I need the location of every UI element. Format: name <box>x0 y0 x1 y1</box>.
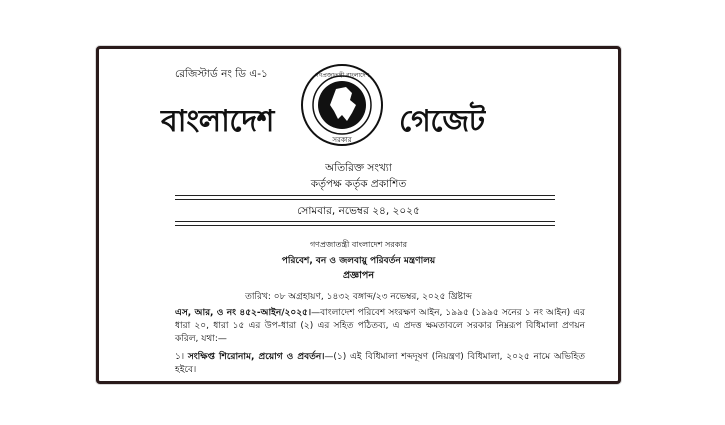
government-name: গণপ্রজাতন্ত্রী বাংলাদেশ সরকার <box>309 240 408 249</box>
rule-text: —(১) এই বিধিমালা শব্দদূষণ (নিয়ন্ত্রণ) বিধিমালা, ২০২৫ নামে অভিহিত হইবে। <box>175 352 585 375</box>
divider-rule <box>175 199 555 200</box>
divider-rule <box>175 221 555 222</box>
sro-label: এস, আর, ও নং ৪৫২-আইন/২০২৫। <box>175 308 312 318</box>
sro-text: —বাংলাদেশ পরিবেশ সংরক্ষণ আইন, ১৯৯৫ (১৯৯৫ সনের ১ নং আইন) এর ধারা ২০, ধারা ১৫ এর উপ-ধারা (২) এর সহিত পঠিতব্য, এ প্রদত্ত ক্ষমতাবলে সরকার নিম্নরূপ বিধিমালা প্রণয়ন করিল, যথা:— <box>175 308 586 344</box>
published-by-label: কর্তৃপক্ষ কর্তৃক প্রকাশিত <box>310 178 407 190</box>
rule-title: সংক্ষিপ্ত শিরোনাম, প্রয়োগ ও প্রবর্তন। <box>187 352 325 362</box>
divider-rule <box>175 225 555 226</box>
seal-top-text: গণপ্রজাতন্ত্রী বাংলাদেশ <box>314 72 370 79</box>
masthead-title-right: গেজেট <box>399 104 485 139</box>
extra-issue-label: অতিরিক্ত সংখ্যা <box>325 162 392 174</box>
ministry-name: পরিবেশ, বন ও জলবায়ু পরিবর্তন মন্ত্রণালয় <box>281 256 436 266</box>
seal-bottom-text: সরকার <box>332 136 352 144</box>
sro-paragraph <box>175 307 585 346</box>
gazette-page <box>96 46 621 384</box>
notice-date-line: তারিখ: ০৮ অগ্রহায়ণ, ১৪৩২ বঙ্গাব্দ/২৩ নভেম্বর, ২০২৫ খ্রিষ্টাব্দ <box>245 292 472 302</box>
issue-date: সোমবার, নভেম্বর ২৪, ২০২৫ <box>297 205 420 217</box>
government-seal-icon <box>300 63 384 147</box>
registration-number: রেজিস্টার্ড নং ডি এ-১ <box>175 68 268 80</box>
notice-heading: প্রজ্ঞাপন <box>342 270 375 281</box>
divider-rule <box>175 195 555 196</box>
rule-one-paragraph <box>175 351 585 377</box>
masthead-title-left: বাংলাদেশ <box>161 104 274 139</box>
rule-number: ১। <box>175 352 185 362</box>
